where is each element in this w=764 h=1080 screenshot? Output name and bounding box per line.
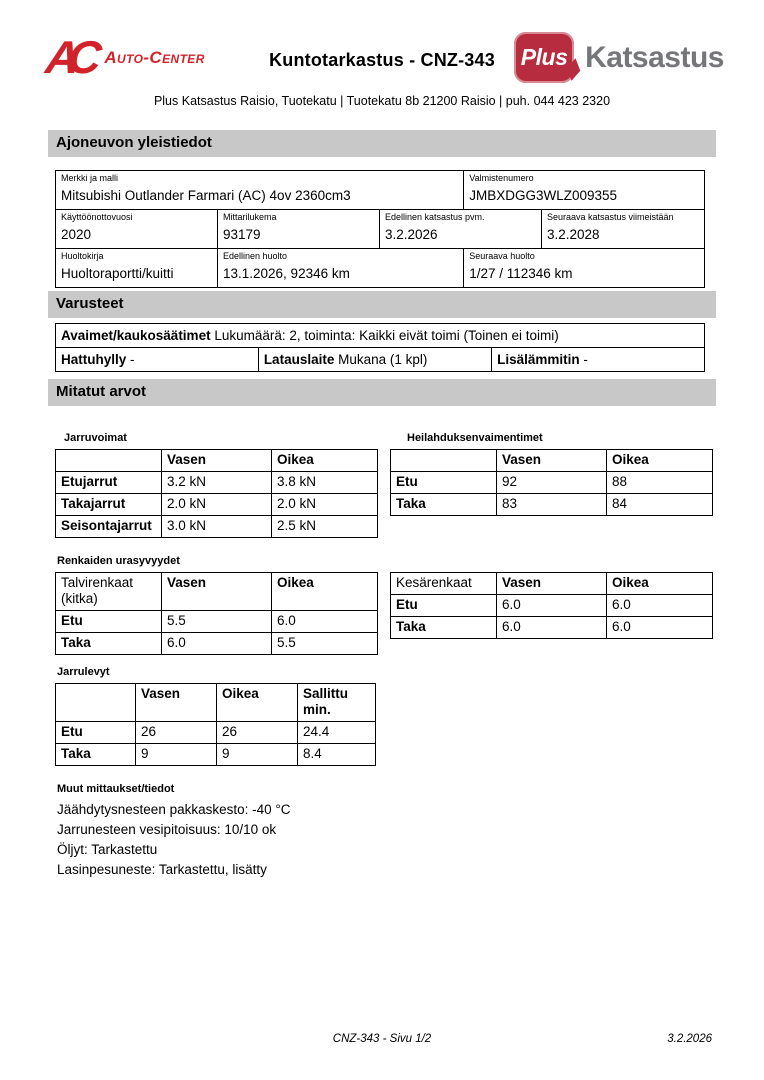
field-label: Merkki ja malli xyxy=(61,173,119,183)
field-value: 3.2.2026 xyxy=(385,227,438,242)
field-label: Edellinen huolto xyxy=(223,251,288,261)
tread-depths-title: Renkaiden urasyvyydet xyxy=(57,555,180,567)
value-cell: 88 xyxy=(607,472,713,494)
value-cell: 83 xyxy=(497,494,607,516)
value-cell: 84 xyxy=(607,494,713,516)
row-label: Etujarrut xyxy=(56,472,162,494)
value-cell: 3.2 kN xyxy=(162,472,272,494)
field-value: 2020 xyxy=(61,227,92,242)
field-value: JMBXDGG3WLZ009355 xyxy=(469,188,618,203)
row-label: Etu xyxy=(391,595,497,617)
value-cell: 6.0 xyxy=(497,617,607,639)
header-cell xyxy=(56,684,136,722)
field-label: Valmistenumero xyxy=(469,173,534,183)
vehicle-info-table xyxy=(55,170,705,288)
row-label: Etu xyxy=(391,472,497,494)
plus-badge-tail-icon xyxy=(567,58,581,81)
field-odometer xyxy=(218,210,380,248)
value-cell: 5.5 xyxy=(162,611,272,633)
field-value: Huoltoraportti/kuitti xyxy=(61,266,174,281)
field-label: Edellinen katsastus pvm. xyxy=(385,212,485,222)
header-cell: Vasen xyxy=(162,450,272,472)
equipment-table xyxy=(55,323,705,372)
katsastus-logo-text: Katsastus xyxy=(585,40,724,74)
value-cell: 9 xyxy=(136,744,217,766)
value-cell: 3.8 kN xyxy=(272,472,378,494)
row-label: Seisontajarrut xyxy=(56,516,162,538)
plus-badge-icon xyxy=(514,32,574,83)
equipment-row xyxy=(56,324,704,347)
field-previous-service xyxy=(218,249,464,287)
row-label: Etu xyxy=(56,611,162,633)
value-cell: 24.4 xyxy=(298,722,376,744)
table-row xyxy=(391,595,713,617)
table-header-row xyxy=(56,450,378,472)
table-header-row xyxy=(391,573,713,595)
field-value: Mukana (1 kpl) xyxy=(338,352,428,367)
value-cell: 8.4 xyxy=(298,744,376,766)
field-value: 13.1.2026, 92346 km xyxy=(223,266,350,281)
field-label: Avaimet/kaukosäätimet xyxy=(61,328,211,343)
auto-center-logo-text: Auto-Center xyxy=(104,47,205,67)
footer-date: 3.2.2026 xyxy=(667,1033,712,1045)
field-charger xyxy=(259,348,492,371)
field-label: Käyttöönottovuosi xyxy=(61,212,133,222)
brake-forces-title: Jarruvoimat xyxy=(64,432,127,444)
value-cell: 6.0 xyxy=(607,617,713,639)
header-cell: Vasen xyxy=(497,450,607,472)
value-cell: 2.0 kN xyxy=(162,494,272,516)
field-value: Lukumäärä: 2, toiminta: Kaikki eivät toimi (Toinen ei toimi) xyxy=(214,328,559,343)
table-row xyxy=(56,744,376,766)
field-value: - xyxy=(583,352,588,367)
measured-tables-row-1 xyxy=(55,449,716,538)
measurement-line-brake-fluid: Jarrunesteen vesipitoisuus: 10/10 ok xyxy=(57,822,277,837)
footer-page-number: CNZ-343 - Sivu 1/2 xyxy=(332,1033,432,1045)
value-cell: 6.0 xyxy=(272,611,378,633)
field-value: 93179 xyxy=(223,227,261,242)
report-header xyxy=(0,0,764,118)
table-row xyxy=(56,611,378,633)
header-cell xyxy=(56,450,162,472)
shock-absorbers-table xyxy=(390,449,713,516)
section-title-equipment: Varusteet xyxy=(48,291,716,318)
plus-badge-word: Plus xyxy=(520,44,568,70)
field-service-book xyxy=(56,249,218,287)
field-label: Seuraava huolto xyxy=(469,251,535,261)
value-cell: 3.0 kN xyxy=(162,516,272,538)
field-vin xyxy=(464,171,704,209)
vehicle-info-row xyxy=(56,248,704,287)
table-row xyxy=(56,472,378,494)
value-cell: 5.5 xyxy=(272,633,378,655)
row-label: Taka xyxy=(56,744,136,766)
table-row xyxy=(391,617,713,639)
winter-tires-table xyxy=(55,572,378,655)
header-cell: Oikea xyxy=(607,573,713,595)
vehicle-info-row xyxy=(56,209,704,248)
value-cell: 2.0 kN xyxy=(272,494,378,516)
table-row xyxy=(56,494,378,516)
measurement-line-oils: Öljyt: Tarkastettu xyxy=(57,842,158,857)
value-cell: 92 xyxy=(497,472,607,494)
field-value: 1/27 / 112346 km xyxy=(469,266,573,281)
table-header-row xyxy=(56,684,376,722)
field-label: Hattuhylly xyxy=(61,352,127,367)
table-row xyxy=(56,516,378,538)
measurement-line-washer-fluid: Lasinpesuneste: Tarkastettu, lisätty xyxy=(57,862,267,877)
shock-absorbers-title: Heilahduksenvaimentimet xyxy=(407,432,543,444)
table-row xyxy=(391,494,713,516)
field-previous-inspection xyxy=(380,210,542,248)
value-cell: 6.0 xyxy=(162,633,272,655)
value-cell: 26 xyxy=(136,722,217,744)
row-label: Taka xyxy=(391,494,497,516)
row-label: Taka xyxy=(56,633,162,655)
field-value: Mitsubishi Outlander Farmari (AC) 4ov 2360cm3 xyxy=(61,188,351,203)
header-cell: Oikea xyxy=(272,450,378,472)
value-cell: 9 xyxy=(217,744,298,766)
measured-titles-row-1 xyxy=(55,406,716,444)
table-header-row xyxy=(56,573,378,611)
equipment-row xyxy=(56,347,704,371)
field-keys-remotes xyxy=(56,324,704,347)
section-title-general: Ajoneuvon yleistiedot xyxy=(48,130,716,157)
measured-tables-row-3 xyxy=(55,683,716,766)
value-cell: 2.5 kN xyxy=(272,516,378,538)
summer-tires-table xyxy=(390,572,713,639)
field-value: 3.2.2028 xyxy=(547,227,600,242)
header-cell: Vasen xyxy=(497,573,607,595)
header-cell: Kesärenkaat xyxy=(391,573,497,595)
header-cell: Vasen xyxy=(136,684,217,722)
section-title-measured: Mitatut arvot xyxy=(48,379,716,406)
other-measurements-title: Muut mittaukset/tiedot xyxy=(57,783,175,795)
header-cell: Vasen xyxy=(162,573,272,611)
field-label: Huoltokirja xyxy=(61,251,104,261)
header-cell: Oikea xyxy=(272,573,378,611)
field-next-inspection xyxy=(542,210,704,248)
other-measurements-list xyxy=(57,800,716,880)
field-label: Lisälämmitin xyxy=(497,352,580,367)
auto-center-logo-mark: AC xyxy=(43,31,94,83)
row-label: Takajarrut xyxy=(56,494,162,516)
plus-katsastus-logo xyxy=(514,32,724,83)
field-value: - xyxy=(130,352,135,367)
field-make-model xyxy=(56,171,464,209)
page-title: Kuntotarkastus - CNZ-343 xyxy=(269,50,495,70)
brake-discs-title: Jarrulevyt xyxy=(57,666,110,678)
header-cell: Talvirenkaat (kitka) xyxy=(56,573,162,611)
value-cell: 26 xyxy=(217,722,298,744)
table-header-row xyxy=(391,450,713,472)
field-parcel-shelf xyxy=(56,348,259,371)
brake-discs-table xyxy=(55,683,376,766)
value-cell: 6.0 xyxy=(607,595,713,617)
field-label: Latauslaite xyxy=(263,352,335,367)
field-auxiliary-heater xyxy=(492,348,704,371)
field-label: Seuraava katsastus viimeistään xyxy=(547,212,674,222)
value-cell: 6.0 xyxy=(497,595,607,617)
header-cell: Oikea xyxy=(217,684,298,722)
header-cell: Oikea xyxy=(607,450,713,472)
header-cell xyxy=(391,450,497,472)
brake-forces-table xyxy=(55,449,378,538)
row-label: Etu xyxy=(56,722,136,744)
measurement-line-coolant: Jäähdytysnesteen pakkaskesto: -40 °C xyxy=(57,802,291,817)
field-first-use-year xyxy=(56,210,218,248)
report-body xyxy=(0,130,764,880)
table-row xyxy=(391,472,713,494)
header-cell: Sallittu min. xyxy=(298,684,376,722)
table-row xyxy=(56,633,378,655)
field-next-service xyxy=(464,249,704,287)
field-label: Mittarilukema xyxy=(223,212,277,222)
row-label: Taka xyxy=(391,617,497,639)
measured-tables-row-2 xyxy=(55,572,716,655)
vehicle-info-row xyxy=(56,171,704,209)
station-address: Plus Katsastus Raisio, Tuotekatu | Tuotekatu 8b 21200 Raisio | puh. 044 423 2320 xyxy=(153,94,611,108)
table-row xyxy=(56,722,376,744)
